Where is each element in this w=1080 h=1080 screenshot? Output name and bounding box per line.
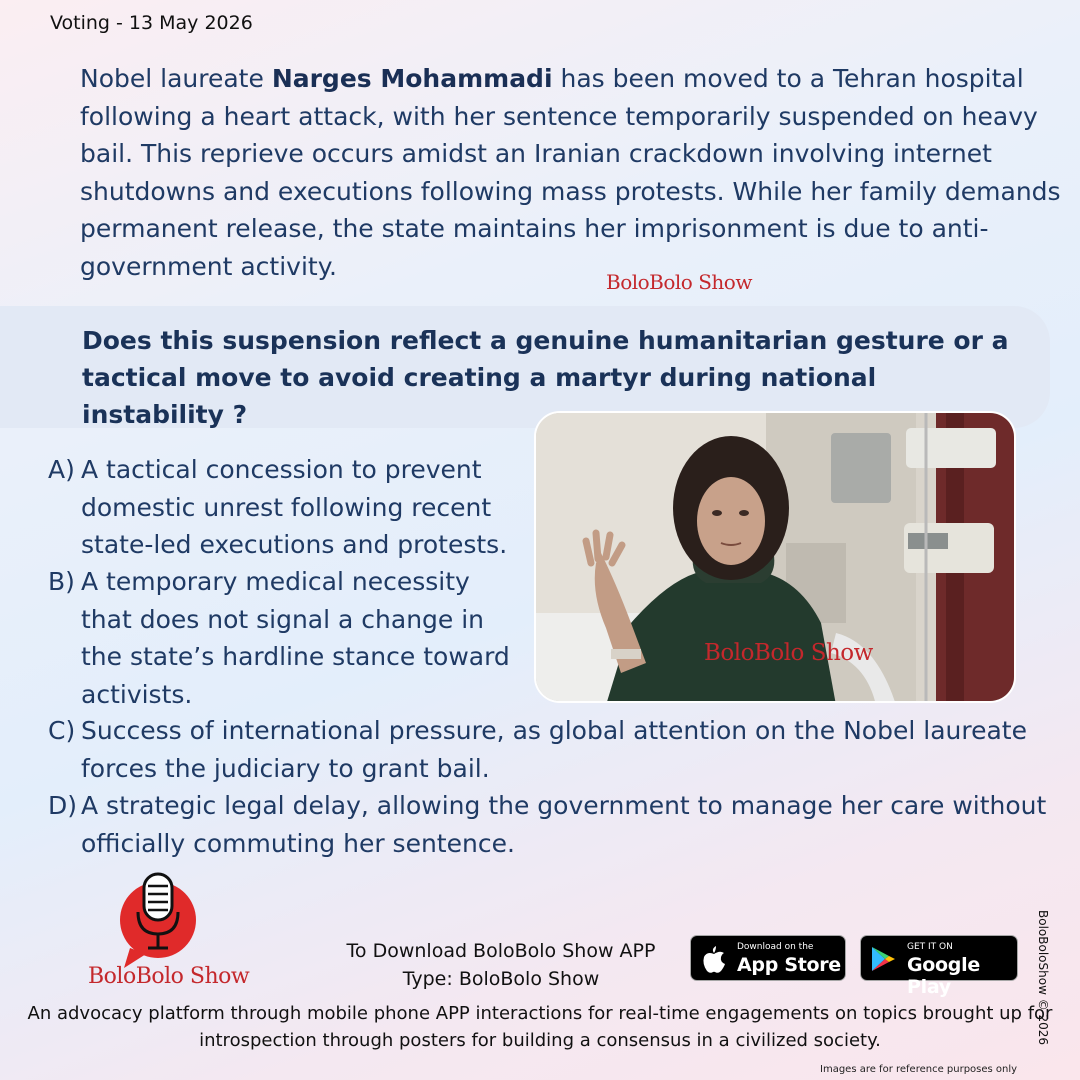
intro-paragraph [80, 60, 1070, 285]
google-play-icon [869, 945, 897, 977]
google-play-button[interactable] [860, 935, 1018, 998]
logo-text: BoloBolo Show [88, 964, 250, 989]
option-letter: C) [48, 716, 76, 745]
app-store-button[interactable] [690, 935, 846, 981]
date-label: Voting - 13 May 2026 [50, 12, 253, 34]
copyright [1036, 910, 1066, 1060]
option-text: A strategic legal delay, allowing the government to manage her care without officially commuting her sentence. [81, 791, 1047, 858]
google-play-label: Google Play [907, 954, 980, 998]
google-play-small-label: GET IT ON [907, 942, 953, 952]
apple-icon [701, 944, 727, 978]
intro-after: has been moved to a Tehran hospital following a heart attack, with her sentence temporarily suspended on heavy bail. This reprieve occurs amidst an Iranian crackdown involving internet shutdowns and executions following mass protests. While her family demands permanent release, the state maintains her imprisonment is due to anti-government activity. [80, 64, 1061, 281]
option-text: Success of international pressure, as global attention on the Nobel laureate forces the judiciary to grant bail. [81, 716, 1027, 783]
option-letter: B) [48, 567, 75, 596]
disclaimer: Images are for reference purposes only [820, 1064, 1018, 1075]
copyright-text: BoloBoloShow © 2026 [1036, 910, 1050, 1046]
option-b[interactable] [48, 563, 528, 713]
download-type-hint: Type: BoloBolo Show [402, 968, 600, 990]
option-text: A tactical concession to prevent domestic unrest following recent state-led executions and protests. [81, 455, 508, 559]
option-a[interactable] [48, 451, 518, 564]
option-d[interactable] [48, 787, 1058, 862]
app-store-small-label: Download on the [737, 942, 814, 952]
app-store-label: App Store [737, 954, 841, 976]
option-letter: D) [48, 791, 78, 820]
option-letter: A) [48, 455, 75, 484]
question-text: Does this suspension reflect a genuine humanitarian gesture or a tactical move to avoid creating a martyr during national instability ? [82, 326, 1009, 429]
download-instruction: To Download BoloBolo Show APP [346, 940, 656, 962]
tagline: An advocacy platform through mobile phone APP interactions for real-time engagements on topics brought up for introspection through posters for building a consensus in a civilized society. [27, 1003, 1053, 1051]
intro-name: Narges Mohammadi [271, 64, 553, 93]
option-text: A temporary medical necessity that does not signal a change in the state’s hardline stance toward activists. [81, 567, 510, 709]
intro-before: Nobel laureate [80, 64, 272, 93]
microphone-speech-bubble-icon [118, 870, 198, 970]
photo-watermark-text: BoloBolo Show [704, 640, 873, 666]
option-c[interactable] [48, 712, 1058, 787]
watermark-text: BoloBolo Show [606, 270, 752, 294]
